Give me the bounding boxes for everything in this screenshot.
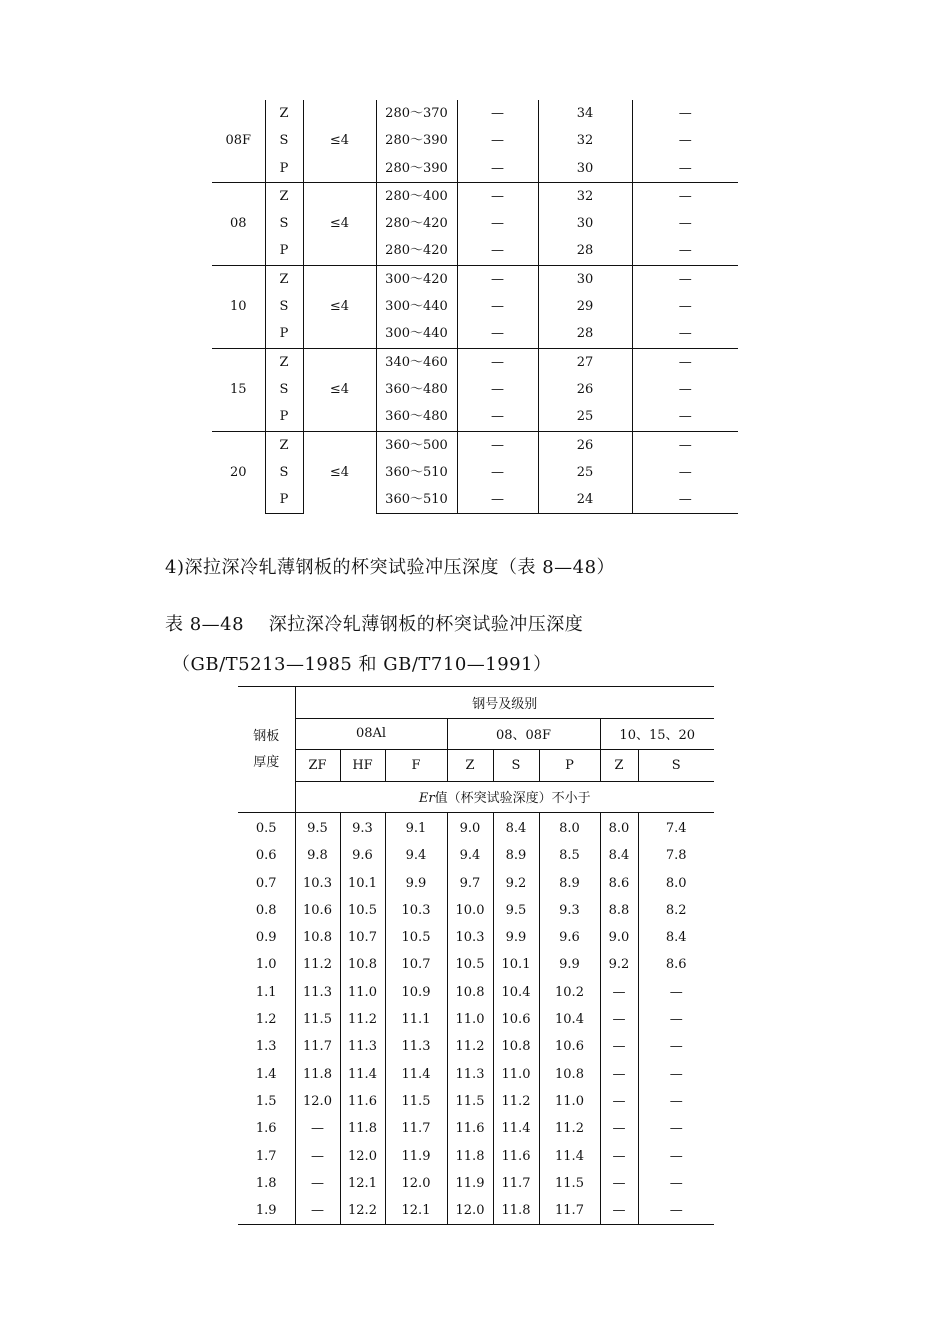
- value-cell: —: [632, 459, 738, 486]
- depth-cell: 11.5: [539, 1170, 600, 1197]
- group-header-10-15-20: 10、15、20: [600, 718, 714, 750]
- table-subcaption: （GB/T5213—1985 和 GB/T710—1991）: [172, 654, 552, 675]
- depth-cell: 12.0: [295, 1088, 340, 1115]
- depth-cell: 9.3: [340, 813, 385, 843]
- level-cell: Z: [265, 431, 303, 459]
- thickness-cell: 0.9: [255, 930, 277, 946]
- depth-cell: 11.0: [447, 1006, 493, 1033]
- depth-cell: 11.8: [447, 1143, 493, 1170]
- elongation-cell: 30: [538, 155, 632, 183]
- depth-cell: —: [295, 1143, 340, 1170]
- depth-cell: 10.3: [447, 924, 493, 951]
- steel-row: [212, 348, 738, 376]
- depth-cell: 8.2: [638, 897, 714, 924]
- depth-cell: 11.6: [493, 1143, 539, 1170]
- steel-grade-header: 钢号及级别: [295, 687, 714, 719]
- depth-cell: 9.5: [295, 813, 340, 843]
- depth-cell: —: [638, 1006, 714, 1033]
- depth-cell: 11.3: [340, 1033, 385, 1060]
- elongation-cell: 26: [538, 376, 632, 403]
- depth-cell: 11.7: [493, 1170, 539, 1197]
- depth-cell: —: [295, 1170, 340, 1197]
- depth-cell: —: [638, 1170, 714, 1197]
- depth-cell: 11.8: [295, 1061, 340, 1088]
- grade-cell: 15: [212, 348, 265, 431]
- thickness-header: [238, 687, 295, 813]
- depth-cell: 10.1: [493, 951, 539, 978]
- value-cell: —: [632, 265, 738, 293]
- depth-cell: 10.8: [295, 924, 340, 951]
- level-cell: S: [265, 293, 303, 320]
- cupping-test-body: [238, 813, 714, 1225]
- steel-row: [212, 210, 738, 237]
- table-row: [238, 979, 714, 1006]
- level-cell: P: [265, 320, 303, 348]
- value-cell: —: [632, 237, 738, 265]
- level-cell: Z: [265, 182, 303, 210]
- depth-cell: 10.1: [340, 870, 385, 897]
- value-cell: —: [457, 127, 538, 154]
- depth-cell: 11.0: [539, 1088, 600, 1115]
- depth-cell: 11.3: [385, 1033, 447, 1060]
- steel-row: [212, 155, 738, 183]
- thickness-cell: 1.6: [255, 1121, 277, 1137]
- steel-row: [212, 431, 738, 459]
- depth-cell: 12.0: [385, 1170, 447, 1197]
- depth-cell: 8.8: [600, 897, 638, 924]
- level-cell: P: [265, 486, 303, 514]
- thickness-header-line1: 钢板: [253, 728, 280, 744]
- level-cell: P: [265, 155, 303, 183]
- table-row: [238, 951, 714, 978]
- strength-cell: 360～480: [376, 403, 457, 431]
- level-header: P: [539, 750, 600, 782]
- level-cell: S: [265, 459, 303, 486]
- steel-row: [212, 265, 738, 293]
- depth-cell: 9.1: [385, 813, 447, 843]
- depth-cell: 12.1: [385, 1197, 447, 1225]
- depth-cell: 9.9: [385, 870, 447, 897]
- value-cell: —: [457, 486, 538, 514]
- depth-cell: —: [600, 1143, 638, 1170]
- level-cell: S: [265, 210, 303, 237]
- table-caption: 表 8—48 深拉深冷轧薄钢板的杯突试验冲压深度: [165, 614, 584, 635]
- depth-cell: —: [600, 1061, 638, 1088]
- depth-cell: 11.2: [340, 1006, 385, 1033]
- level-header: Z: [447, 750, 493, 782]
- strength-cell: 280～420: [376, 237, 457, 265]
- depth-cell: 10.8: [447, 979, 493, 1006]
- depth-cell: 11.5: [447, 1088, 493, 1115]
- value-cell: —: [457, 182, 538, 210]
- value-cell: —: [457, 320, 538, 348]
- depth-cell: 7.8: [638, 842, 714, 869]
- thickness-cell: 1.3: [255, 1039, 277, 1055]
- value-cell: —: [457, 155, 538, 183]
- strength-cell: 280～420: [376, 210, 457, 237]
- strength-cell: 280～390: [376, 127, 457, 154]
- er-symbol: Er: [418, 791, 435, 807]
- elongation-cell: 27: [538, 348, 632, 376]
- depth-cell: 8.0: [638, 870, 714, 897]
- depth-cell: 10.0: [447, 897, 493, 924]
- depth-cell: 10.9: [385, 979, 447, 1006]
- level-cell: S: [265, 376, 303, 403]
- elongation-cell: 30: [538, 265, 632, 293]
- depth-cell: 11.5: [385, 1088, 447, 1115]
- level-cell: Z: [265, 348, 303, 376]
- depth-cell: 10.6: [493, 1006, 539, 1033]
- level-cell: P: [265, 403, 303, 431]
- group-header-08-08f: 08、08F: [447, 718, 600, 750]
- value-cell: —: [632, 155, 738, 183]
- elongation-cell: 30: [538, 210, 632, 237]
- depth-cell: —: [295, 1115, 340, 1142]
- depth-cell: 10.8: [539, 1061, 600, 1088]
- depth-cell: 11.2: [295, 951, 340, 978]
- depth-cell: 8.0: [539, 813, 600, 843]
- value-cell: —: [457, 403, 538, 431]
- depth-cell: 10.7: [340, 924, 385, 951]
- depth-cell: 12.2: [340, 1197, 385, 1225]
- grade-cell: 08F: [225, 133, 252, 149]
- elongation-cell: 32: [538, 127, 632, 154]
- strength-cell: 360～510: [376, 459, 457, 486]
- steel-row: [212, 320, 738, 348]
- strength-cell: 360～480: [376, 376, 457, 403]
- depth-cell: 11.7: [295, 1033, 340, 1060]
- table-row: [238, 897, 714, 924]
- depth-cell: 10.5: [385, 924, 447, 951]
- depth-cell: —: [638, 1143, 714, 1170]
- table-row: [238, 1088, 714, 1115]
- depth-cell: 9.4: [385, 842, 447, 869]
- depth-cell: 11.8: [493, 1197, 539, 1225]
- steel-row: [212, 237, 738, 265]
- value-cell: —: [457, 376, 538, 403]
- depth-cell: —: [600, 1197, 638, 1225]
- thickness-cell: ≤4: [303, 182, 376, 265]
- depth-cell: —: [638, 1061, 714, 1088]
- strength-cell: 280～370: [376, 100, 457, 127]
- depth-cell: 11.8: [340, 1115, 385, 1142]
- strength-cell: 280～400: [376, 182, 457, 210]
- depth-cell: 11.4: [493, 1115, 539, 1142]
- elongation-cell: 25: [538, 403, 632, 431]
- depth-cell: 8.5: [539, 842, 600, 869]
- steel-row: [212, 293, 738, 320]
- depth-cell: 8.4: [493, 813, 539, 843]
- strength-cell: 340～460: [376, 348, 457, 376]
- depth-cell: 12.0: [340, 1143, 385, 1170]
- depth-cell: 12.0: [447, 1197, 493, 1225]
- depth-cell: 8.4: [600, 842, 638, 869]
- thickness-cell: 1.5: [255, 1093, 277, 1109]
- depth-cell: 11.9: [447, 1170, 493, 1197]
- depth-cell: —: [600, 1006, 638, 1033]
- depth-cell: 11.7: [385, 1115, 447, 1142]
- depth-cell: 11.2: [493, 1088, 539, 1115]
- thickness-cell: ≤4: [303, 100, 376, 182]
- depth-cell: 11.3: [295, 979, 340, 1006]
- depth-cell: 10.7: [385, 951, 447, 978]
- value-cell: —: [632, 376, 738, 403]
- thickness-cell: 0.7: [255, 875, 277, 891]
- depth-cell: 9.6: [539, 924, 600, 951]
- value-cell: —: [457, 459, 538, 486]
- depth-cell: 10.8: [340, 951, 385, 978]
- elongation-cell: 25: [538, 459, 632, 486]
- depth-cell: 11.9: [385, 1143, 447, 1170]
- depth-cell: 10.8: [493, 1033, 539, 1060]
- section-heading: 4)深拉深冷轧薄钢板的杯突试验冲压深度（表 8—48）: [165, 557, 616, 578]
- level-cell: Z: [265, 100, 303, 127]
- level-cell: S: [265, 127, 303, 154]
- depth-cell: 11.2: [539, 1115, 600, 1142]
- table-row: [238, 1033, 714, 1060]
- depth-cell: —: [638, 1088, 714, 1115]
- thickness-cell: ≤4: [303, 348, 376, 431]
- depth-cell: 9.9: [493, 924, 539, 951]
- elongation-cell: 28: [538, 237, 632, 265]
- value-cell: —: [632, 320, 738, 348]
- steel-row: [212, 459, 738, 486]
- elongation-cell: 24: [538, 486, 632, 514]
- depth-cell: 9.0: [600, 924, 638, 951]
- value-cell: —: [457, 100, 538, 127]
- level-header: HF: [340, 750, 385, 782]
- thickness-cell: 1.0: [255, 957, 277, 973]
- depth-cell: 9.9: [539, 951, 600, 978]
- strength-cell: 280～390: [376, 155, 457, 183]
- depth-cell: 9.7: [447, 870, 493, 897]
- depth-cell: 9.8: [295, 842, 340, 869]
- table-row: [238, 842, 714, 869]
- strength-cell: 360～500: [376, 431, 457, 459]
- steel-property-body: [212, 100, 738, 514]
- er-text: 值（杯突试验深度）不小于: [434, 791, 591, 807]
- depth-cell: —: [638, 1197, 714, 1225]
- strength-cell: 360～510: [376, 486, 457, 514]
- thickness-header-line2: 厚度: [253, 754, 280, 770]
- depth-cell: 10.6: [295, 897, 340, 924]
- value-cell: —: [457, 265, 538, 293]
- strength-cell: 300～440: [376, 320, 457, 348]
- level-header: F: [385, 750, 447, 782]
- depth-cell: 11.7: [539, 1197, 600, 1225]
- depth-cell: 9.2: [493, 870, 539, 897]
- depth-cell: 9.0: [447, 813, 493, 843]
- depth-cell: 11.4: [385, 1061, 447, 1088]
- depth-cell: 9.3: [539, 897, 600, 924]
- steel-row: [212, 403, 738, 431]
- depth-cell: 10.3: [385, 897, 447, 924]
- thickness-cell: ≤4: [303, 265, 376, 348]
- level-cell: Z: [265, 265, 303, 293]
- value-cell: —: [632, 293, 738, 320]
- steel-row: [212, 376, 738, 403]
- depth-cell: 7.4: [638, 813, 714, 843]
- table-row: [238, 1061, 714, 1088]
- thickness-cell: 0.8: [255, 902, 277, 918]
- depth-cell: —: [600, 979, 638, 1006]
- depth-cell: 9.6: [340, 842, 385, 869]
- value-cell: —: [632, 403, 738, 431]
- depth-cell: 8.9: [539, 870, 600, 897]
- depth-cell: 11.2: [447, 1033, 493, 1060]
- group-header-08al: 08Al: [295, 718, 447, 750]
- level-header-row: [238, 750, 714, 782]
- thickness-cell: 1.4: [255, 1066, 277, 1082]
- strength-cell: 300～440: [376, 293, 457, 320]
- table-row: [238, 813, 714, 843]
- thickness-cell: 0.6: [255, 848, 277, 864]
- steel-row: [212, 182, 738, 210]
- depth-cell: —: [295, 1197, 340, 1225]
- thickness-cell: 1.7: [255, 1148, 277, 1164]
- thickness-cell: 1.1: [255, 984, 277, 1000]
- depth-cell: 12.1: [340, 1170, 385, 1197]
- cupping-test-table: [238, 686, 714, 1225]
- depth-cell: 10.5: [340, 897, 385, 924]
- steel-property-table: [212, 100, 738, 514]
- steel-row: [212, 127, 738, 154]
- value-cell: —: [632, 210, 738, 237]
- depth-cell: 10.3: [295, 870, 340, 897]
- depth-cell: 11.6: [447, 1115, 493, 1142]
- depth-cell: —: [638, 979, 714, 1006]
- depth-cell: 11.4: [539, 1143, 600, 1170]
- thickness-cell: 1.9: [255, 1203, 277, 1219]
- steel-row: [212, 100, 738, 127]
- depth-cell: 8.9: [493, 842, 539, 869]
- depth-cell: 9.4: [447, 842, 493, 869]
- thickness-cell: 1.8: [255, 1175, 277, 1191]
- elongation-cell: 29: [538, 293, 632, 320]
- thickness-cell: 1.2: [255, 1012, 277, 1028]
- depth-cell: 9.2: [600, 951, 638, 978]
- depth-cell: 8.6: [600, 870, 638, 897]
- depth-cell: 11.5: [295, 1006, 340, 1033]
- grade-cell: 08: [212, 182, 265, 265]
- elongation-cell: 32: [538, 182, 632, 210]
- depth-cell: 10.4: [493, 979, 539, 1006]
- depth-cell: —: [600, 1088, 638, 1115]
- depth-cell: —: [600, 1115, 638, 1142]
- value-cell: —: [632, 182, 738, 210]
- depth-cell: 11.1: [385, 1006, 447, 1033]
- depth-cell: 11.6: [340, 1088, 385, 1115]
- depth-cell: 8.0: [600, 813, 638, 843]
- grade-cell: 20: [212, 431, 265, 514]
- table-row: [238, 1143, 714, 1170]
- value-cell: —: [632, 486, 738, 514]
- value-cell: —: [632, 348, 738, 376]
- table-row: [238, 1006, 714, 1033]
- value-cell: —: [457, 293, 538, 320]
- table-row: [238, 1170, 714, 1197]
- depth-cell: 10.2: [539, 979, 600, 1006]
- value-cell: —: [632, 431, 738, 459]
- steel-row: [212, 486, 738, 514]
- value-cell: —: [457, 237, 538, 265]
- level-header: Z: [600, 750, 638, 782]
- level-cell: P: [265, 237, 303, 265]
- level-header: ZF: [295, 750, 340, 782]
- value-cell: —: [632, 127, 738, 154]
- elongation-cell: 26: [538, 431, 632, 459]
- depth-cell: 11.0: [340, 979, 385, 1006]
- elongation-cell: 28: [538, 320, 632, 348]
- table-row: [238, 924, 714, 951]
- depth-cell: 10.6: [539, 1033, 600, 1060]
- level-header: S: [493, 750, 539, 782]
- depth-cell: —: [600, 1033, 638, 1060]
- strength-cell: 300～420: [376, 265, 457, 293]
- value-cell: —: [457, 348, 538, 376]
- depth-cell: 8.4: [638, 924, 714, 951]
- value-cell: —: [457, 431, 538, 459]
- depth-cell: 9.5: [493, 897, 539, 924]
- table-row: [238, 870, 714, 897]
- thickness-cell: 0.5: [255, 821, 277, 836]
- depth-cell: 8.6: [638, 951, 714, 978]
- elongation-cell: 34: [538, 100, 632, 127]
- depth-cell: —: [638, 1115, 714, 1142]
- grade-cell: 10: [212, 265, 265, 348]
- depth-cell: —: [638, 1033, 714, 1060]
- table-row: [238, 1197, 714, 1225]
- thickness-cell: ≤4: [303, 431, 376, 514]
- depth-cell: 11.0: [493, 1061, 539, 1088]
- er-value-header: [295, 781, 714, 813]
- depth-cell: —: [600, 1170, 638, 1197]
- table-row: [238, 1115, 714, 1142]
- depth-cell: 10.5: [447, 951, 493, 978]
- value-cell: —: [457, 210, 538, 237]
- depth-cell: 11.4: [340, 1061, 385, 1088]
- value-cell: —: [632, 100, 738, 127]
- depth-cell: 10.4: [539, 1006, 600, 1033]
- level-header: S: [638, 750, 714, 782]
- depth-cell: 11.3: [447, 1061, 493, 1088]
